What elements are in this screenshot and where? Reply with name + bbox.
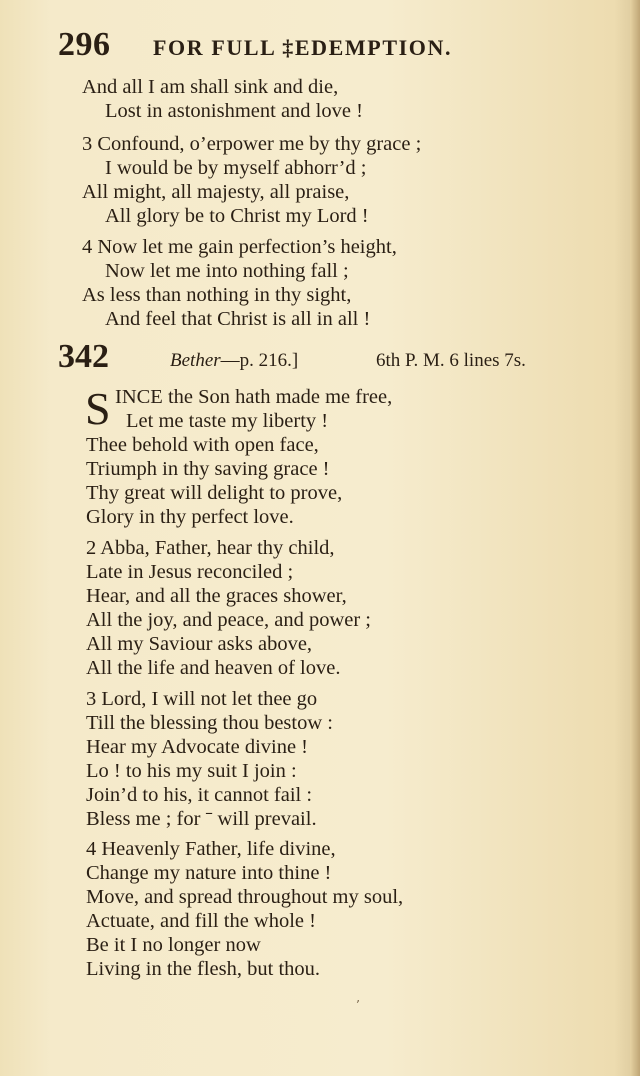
ink-mark: ’	[356, 998, 360, 1012]
verse-line: All my Saviour asks above,	[86, 633, 313, 655]
verse-line: Bless me ; for ˉ will prevail.	[86, 808, 317, 830]
page-header	[58, 26, 538, 66]
verse-line: Triumph in thy saving grace !	[86, 458, 330, 480]
verse-line: All the joy, and peace, and power ;	[86, 609, 371, 631]
page-edge	[630, 0, 640, 1076]
verse-line: 3 Confound, o’erpower me by thy grace ;	[82, 133, 422, 155]
verse-line: INCE the Son hath made me free,	[115, 386, 393, 408]
verse-line: Actuate, and fill the whole !	[86, 910, 316, 932]
tune-name: Bether	[170, 350, 221, 371]
verse-line: Let me taste my liberty !	[126, 410, 329, 432]
verse-line: Lo ! to his my suit I join :	[86, 760, 297, 782]
hymn-heading	[58, 338, 598, 378]
verse-line: Be it I no longer now	[86, 934, 261, 956]
verse-line: Join’d to his, it cannot fail :	[86, 784, 313, 806]
verse-line: And feel that Christ is all in all !	[105, 308, 371, 330]
drop-cap: S	[85, 383, 111, 434]
verse-line: Lost in astonishment and love !	[105, 100, 363, 122]
page-number: 296	[58, 26, 111, 63]
verse-line: Now let me into nothing fall ;	[105, 260, 349, 282]
verse-line: I would be by myself abhorr’d ;	[105, 157, 367, 179]
verse-line: Till the blessing thou bestow :	[86, 712, 333, 734]
verse-line: As less than nothing in thy sight,	[82, 284, 352, 306]
meter: 6th P. M. 6 lines 7s.	[376, 350, 526, 371]
verse-line: Change my nature into thine !	[86, 862, 332, 884]
verse-line: 2 Abba, Father, hear thy child,	[86, 537, 335, 559]
verse-line: Hear my Advocate divine !	[86, 736, 309, 758]
verse-line: 4 Heavenly Father, life divine,	[86, 838, 336, 860]
verse-line: 4 Now let me gain perfection’s height,	[82, 236, 397, 258]
verse-line: Thee behold with open face,	[86, 434, 319, 456]
verse-line: All the life and heaven of love.	[86, 657, 341, 679]
verse-line: All might, all majesty, all praise,	[82, 181, 350, 203]
tune-page: —p. 216.]	[220, 350, 299, 371]
verse-line: And all I am shall sink and die,	[82, 76, 339, 98]
hymn-number: 342	[58, 338, 109, 375]
verse-line: 3 Lord, I will not let thee go	[86, 688, 318, 710]
running-head: FOR FULL ‡EDEMPTION.	[153, 35, 453, 60]
verse-line: Living in the flesh, but thou.	[86, 958, 321, 980]
verse-line: Glory in thy perfect love.	[86, 506, 294, 528]
verse-line: Move, and spread throughout my soul,	[86, 886, 404, 908]
tune-reference	[170, 350, 298, 372]
verse-line: All glory be to Christ my Lord !	[105, 205, 369, 227]
verse-line: Hear, and all the graces shower,	[86, 585, 347, 607]
verse-line: Late in Jesus reconciled ;	[86, 561, 294, 583]
verse-line: Thy great will delight to prove,	[86, 482, 343, 504]
